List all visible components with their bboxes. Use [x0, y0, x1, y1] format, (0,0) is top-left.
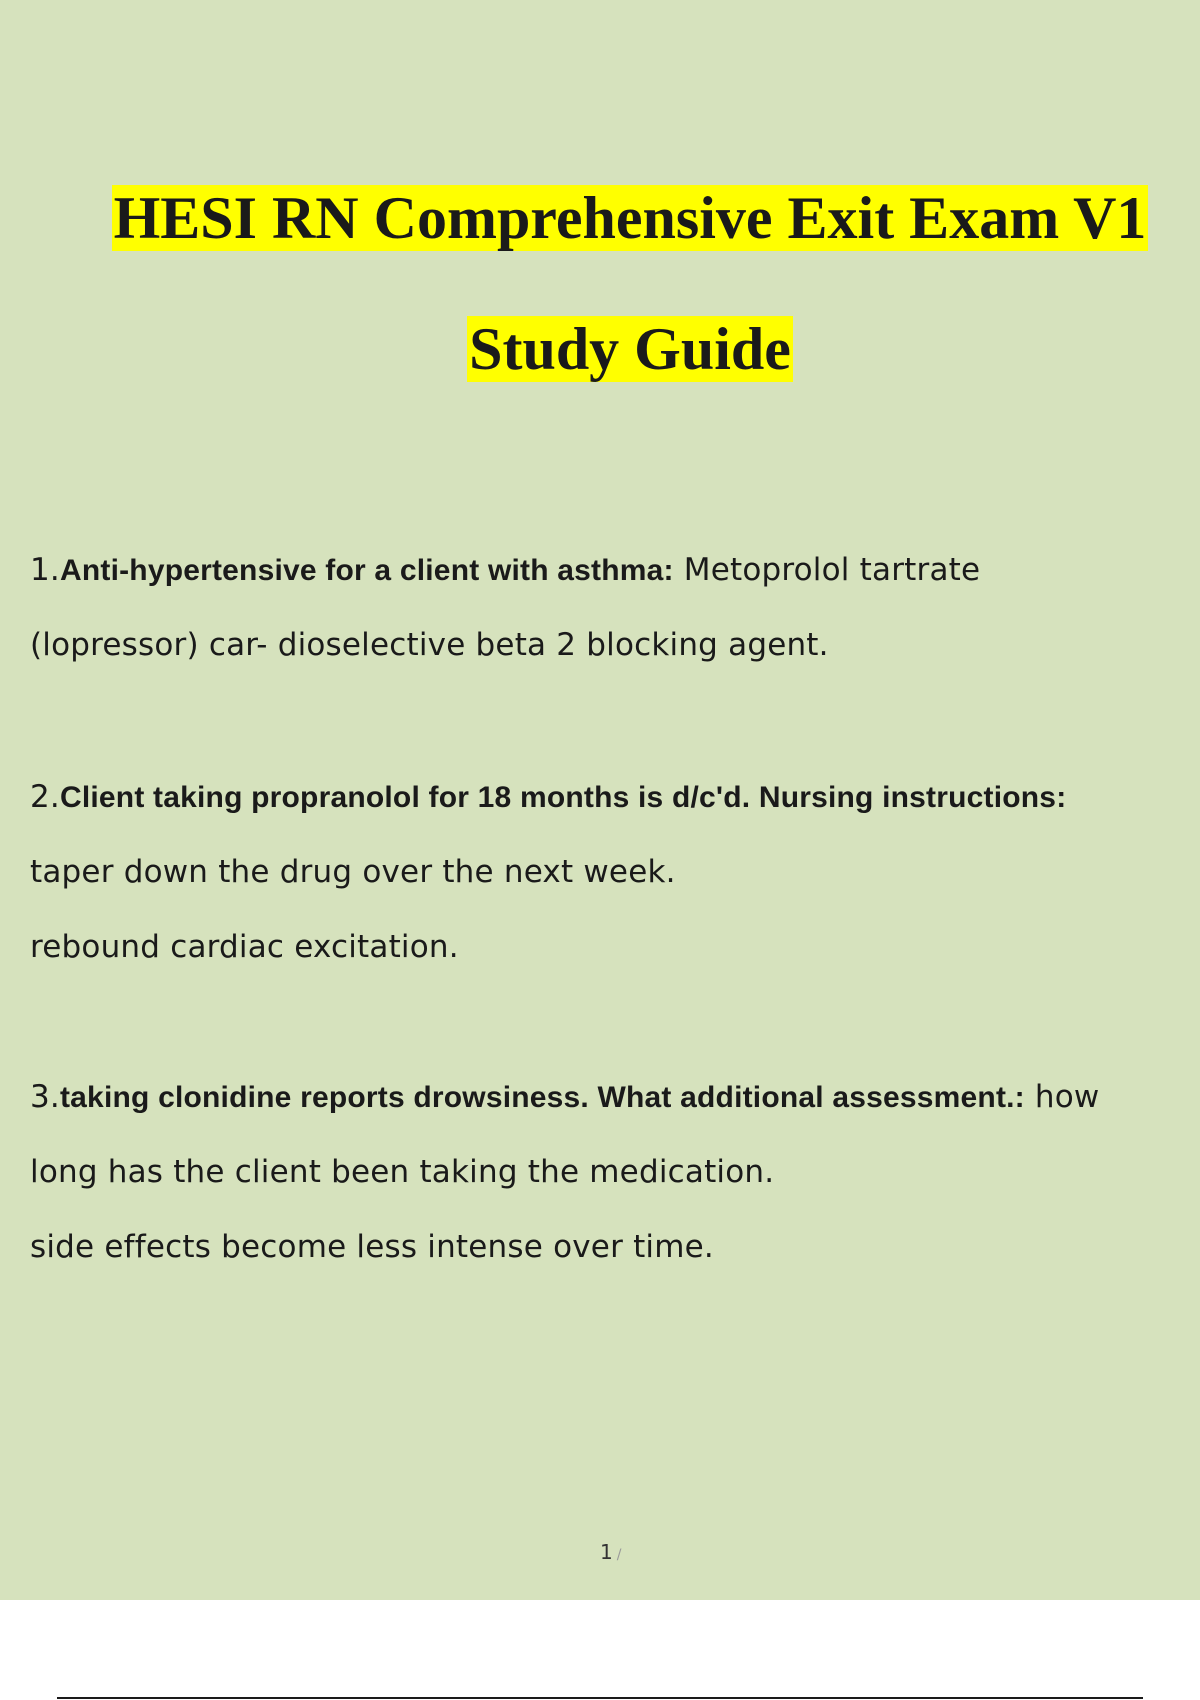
footer-divider	[57, 1697, 1143, 1699]
study-item-2	[30, 760, 1180, 985]
item-answer: how	[1024, 1079, 1100, 1115]
item-answer-rationale: side effects become less intense over time.	[30, 1229, 714, 1265]
title-line-1: HESI RN Comprehensive Exit Exam V1	[113, 185, 1147, 251]
item-number: 2.	[30, 779, 60, 815]
item-question: taking clonidine reports drowsiness. What additional assessment.:	[59, 1081, 1025, 1114]
study-item-2-first-line	[30, 760, 1180, 835]
page-number-separator: /	[616, 1547, 622, 1563]
item-number: 3.	[30, 1079, 60, 1115]
title-line-2: Study Guide	[469, 316, 791, 382]
study-item-3-first-line	[30, 1060, 1180, 1135]
study-item-3	[30, 1060, 1180, 1285]
item-answer: taper down the drug over the next week.	[30, 854, 676, 890]
item-answer: Metoprolol tartrate	[673, 552, 981, 588]
item-number: 1.	[30, 552, 60, 588]
item-question: Anti-hypertensive for a client with asthma:	[59, 554, 674, 587]
study-item-1	[30, 533, 1180, 683]
page-number	[600, 1540, 621, 1564]
page-number-value: 1	[600, 1540, 613, 1564]
document-subtitle	[0, 316, 1200, 382]
item-answer-continued: long has the client been taking the medication.	[30, 1154, 775, 1190]
study-item-1-first-line	[30, 533, 1180, 608]
item-answer-continued: (lopressor) car- dioselective beta 2 blocking agent.	[30, 627, 829, 663]
item-question: Client taking propranolol for 18 months is d/c'd. Nursing instructions:	[59, 781, 1067, 814]
document-title	[0, 185, 1200, 251]
item-answer-rationale: rebound cardiac excitation.	[30, 929, 459, 965]
